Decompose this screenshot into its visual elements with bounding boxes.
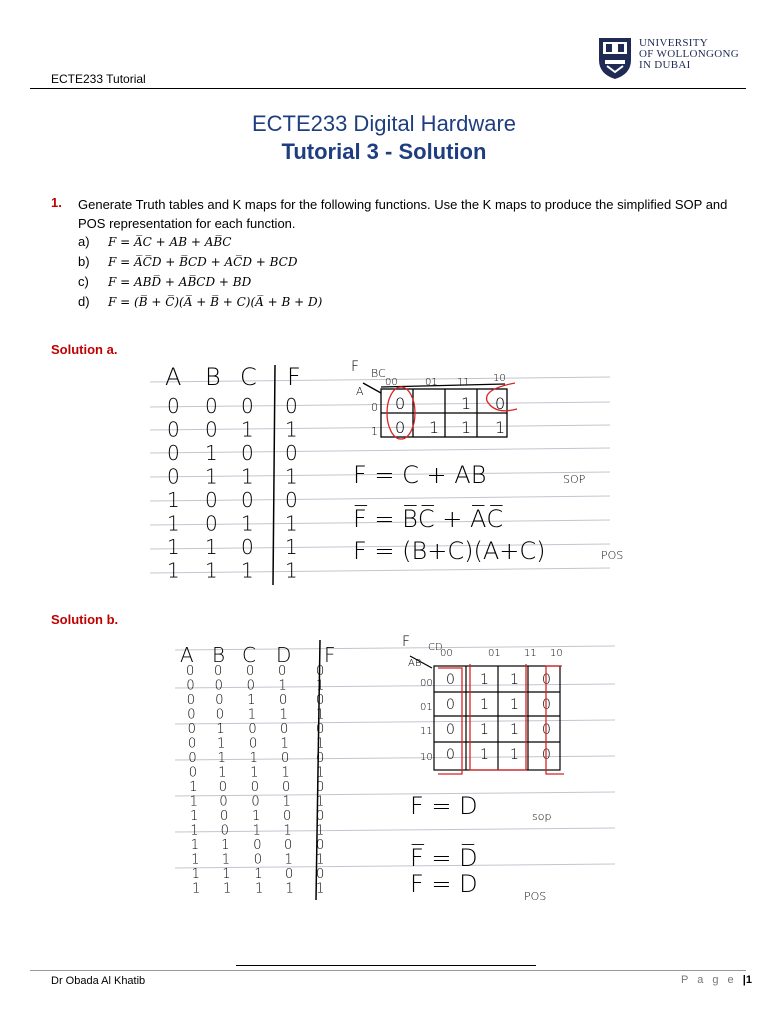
logo-wordmark <box>639 38 739 71</box>
item-label: d) <box>78 294 90 309</box>
tt-cell: 1 <box>190 823 199 839</box>
svg-text:0: 0 <box>446 722 455 738</box>
tt-cell: 0 <box>279 693 288 708</box>
kmap-row-var: AB <box>408 658 422 669</box>
kmap-row: 0 <box>371 401 378 414</box>
tt-cell: 0 <box>282 780 291 795</box>
tt-cell: 0 <box>241 535 254 559</box>
logo-line: OF WOLLONGONG <box>639 48 739 60</box>
tt-cell: 1 <box>241 464 254 489</box>
svg-text:0: 0 <box>395 418 406 437</box>
kmap-col: 10 <box>550 648 563 659</box>
tt-cell: 1 <box>279 707 288 723</box>
tt-cell: 1 <box>189 794 198 810</box>
item-equation: F = A̅C̅D + B̅CD + AC̅D + BCD <box>108 255 298 269</box>
tt-cell: 0 <box>278 664 287 679</box>
tt-cell: 1 <box>247 693 256 708</box>
tt-cell: 1 <box>316 707 325 723</box>
svg-text:1: 1 <box>429 418 440 437</box>
logo-line: IN DUBAI <box>639 59 691 71</box>
kmap-row: 10 <box>420 752 433 763</box>
tt-cell: 0 <box>215 693 224 708</box>
tt-cell: 0 <box>316 838 325 853</box>
pos-equation: F = D <box>410 870 478 898</box>
question-item <box>78 234 231 249</box>
svg-text:1: 1 <box>480 722 489 738</box>
tt-cell: 1 <box>284 852 293 868</box>
fbar-equation: F̅ = B̅C̅ + A̅C̅ <box>353 505 504 533</box>
sop-equation: F = D <box>410 792 478 820</box>
tt-cell: 0 <box>280 722 289 737</box>
tt-cell: 1 <box>217 736 226 752</box>
page-title: ECTE233 Digital Hardware <box>251 111 517 136</box>
tt-cell: 1 <box>221 838 230 853</box>
page-label: P a g e <box>681 974 737 986</box>
tt-cell: 1 <box>167 535 180 559</box>
svg-text:1: 1 <box>510 747 519 763</box>
solution-a-handwritten <box>145 355 624 590</box>
tt-header: F <box>324 643 336 667</box>
kmap-col: 11 <box>457 377 470 388</box>
tt-header: A <box>165 363 182 391</box>
svg-text:1: 1 <box>510 697 519 713</box>
header-divider <box>30 88 746 89</box>
tt-cell: 0 <box>214 678 223 694</box>
tt-cell: 0 <box>188 765 198 781</box>
tt-cell: 1 <box>285 511 298 536</box>
tt-cell: 0 <box>241 441 254 465</box>
item-label: c) <box>78 274 89 289</box>
kmap-col: 00 <box>440 648 453 659</box>
svg-text:0: 0 <box>542 672 551 688</box>
crest-icon <box>597 36 633 80</box>
tt-cell: 1 <box>192 881 201 897</box>
kmap-row: 11 <box>420 726 433 737</box>
page-number: 1 <box>745 974 752 986</box>
solution-a-label: Solution a. <box>51 342 118 357</box>
tt-cell: 0 <box>205 394 218 418</box>
kmap-col-var: CD <box>428 642 443 653</box>
tt-cell: 1 <box>205 464 218 489</box>
logo-line: UNIVERSITY <box>639 37 708 49</box>
svg-text:1: 1 <box>480 672 489 688</box>
tt-cell: 1 <box>241 417 254 442</box>
tt-cell: 1 <box>250 765 259 781</box>
tt-cell: 1 <box>217 751 226 766</box>
tt-cell: 0 <box>220 823 229 839</box>
tt-cell: 0 <box>186 664 195 679</box>
pos-tag: POS <box>524 890 547 903</box>
tt-cell: 1 <box>205 441 218 465</box>
tt-cell: 1 <box>205 558 218 583</box>
tt-header: B <box>205 363 221 391</box>
tt-cell: 1 <box>205 535 218 559</box>
question-item <box>78 254 297 269</box>
tt-cell: 1 <box>218 765 227 781</box>
pos-equation: F = (B+C)(A+C) <box>353 537 546 565</box>
tt-cell: 0 <box>285 867 294 882</box>
tt-cell: 1 <box>252 823 261 839</box>
tt-cell: 1 <box>282 794 291 810</box>
tt-cell: 0 <box>285 394 298 418</box>
solution-b-handwritten <box>170 628 620 906</box>
tt-cell: 1 <box>316 823 325 839</box>
tt-cell: 0 <box>215 707 225 723</box>
tt-cell: 1 <box>252 809 261 824</box>
tt-cell: 0 <box>167 417 180 442</box>
tt-cell: 1 <box>223 881 232 897</box>
pos-tag: POS <box>601 549 624 562</box>
tt-header: D <box>276 643 292 667</box>
tt-header: B <box>212 643 226 667</box>
tt-cell: 0 <box>283 809 292 824</box>
page-separator: | <box>742 974 746 986</box>
tt-cell: 0 <box>241 394 254 418</box>
tt-cell: 0 <box>188 751 197 766</box>
tt-cell: 1 <box>191 867 200 882</box>
tt-cell: 1 <box>167 488 180 512</box>
tt-cell: 1 <box>281 765 290 781</box>
svg-text:1: 1 <box>510 722 519 738</box>
tt-cell: 0 <box>246 664 255 679</box>
tt-cell: 0 <box>167 464 180 489</box>
tt-cell: 0 <box>220 809 229 824</box>
kmap-col-var: BC <box>371 367 386 380</box>
tt-cell: 1 <box>316 678 325 694</box>
question-text: Generate Truth tables and K maps for the following functions. Use the K maps to produce the simplified SOP and POS representation for each function. <box>78 197 728 231</box>
svg-text:0: 0 <box>542 722 551 738</box>
svg-text:1: 1 <box>495 418 506 437</box>
sop-tag: sop <box>532 810 552 823</box>
svg-text:0: 0 <box>446 747 455 763</box>
tt-cell: 1 <box>190 838 200 853</box>
tt-cell: 0 <box>186 693 196 708</box>
tt-cell: 0 <box>167 394 180 418</box>
kmap-row: 01 <box>420 702 433 713</box>
svg-text:0: 0 <box>542 697 551 713</box>
tt-cell: 0 <box>316 751 325 766</box>
kmap-f-label: F <box>351 359 360 375</box>
tt-cell: 0 <box>316 780 325 795</box>
tt-cell: 1 <box>241 511 254 536</box>
tt-cell: 1 <box>285 417 298 442</box>
tt-cell: 0 <box>187 722 196 737</box>
tt-cell: 0 <box>316 809 325 824</box>
tt-cell: 1 <box>221 852 231 868</box>
tt-cell: 1 <box>316 852 325 868</box>
tt-cell: 1 <box>167 511 180 536</box>
tt-cell: 1 <box>316 765 325 781</box>
truth-table-b <box>186 664 324 897</box>
header-course-tag: ECTE233 Tutorial <box>51 72 146 86</box>
question-item <box>78 274 251 289</box>
tt-cell: 1 <box>285 535 298 559</box>
tt-cell: 0 <box>316 693 325 708</box>
solution-b-label: Solution b. <box>51 612 119 627</box>
tt-cell: 1 <box>222 867 231 882</box>
svg-text:0: 0 <box>395 394 406 413</box>
footer-author: Dr Obada Al Khatib <box>51 975 146 987</box>
tt-cell: 1 <box>285 464 298 489</box>
sop-equation: F = C + AB <box>353 461 487 489</box>
tt-cell: 1 <box>278 678 287 694</box>
tt-cell: 0 <box>219 794 228 810</box>
tt-cell: 0 <box>281 751 290 766</box>
svg-text:0: 0 <box>446 697 455 713</box>
tt-cell: 0 <box>284 838 293 853</box>
tt-header: C <box>240 363 257 391</box>
kmap-f-label: F <box>402 634 411 650</box>
tt-cell: 0 <box>214 664 223 679</box>
tt-cell: 0 <box>205 488 218 512</box>
tt-cell: 1 <box>316 736 325 752</box>
tt-header: C <box>242 643 256 667</box>
tt-cell: 1 <box>190 809 199 824</box>
tt-cell: 1 <box>283 823 292 839</box>
svg-text:1: 1 <box>461 418 472 437</box>
tt-cell: 1 <box>216 722 225 737</box>
svg-text:1: 1 <box>461 394 472 413</box>
item-label: b) <box>78 254 90 269</box>
tt-cell: 0 <box>285 441 298 465</box>
tt-cell: 1 <box>249 751 258 766</box>
tt-cell: 0 <box>251 794 260 810</box>
tt-cell: 1 <box>254 867 263 882</box>
kmap-col: 11 <box>524 648 537 659</box>
tt-cell: 0 <box>186 678 195 694</box>
question-item <box>78 294 322 309</box>
item-equation: F = ABD̅ + AB̅CD + BD <box>108 275 252 289</box>
tt-cell: 1 <box>285 881 294 897</box>
svg-text:0: 0 <box>542 747 551 763</box>
svg-text:1: 1 <box>510 672 519 688</box>
svg-text:0: 0 <box>446 672 455 688</box>
item-equation: F = A̅C + AB + AB̅C <box>108 235 232 249</box>
tt-cell: 1 <box>285 558 298 583</box>
tt-cell: 0 <box>187 707 196 723</box>
tt-cell: 0 <box>316 867 325 882</box>
kmap-col: 00 <box>385 377 398 388</box>
tt-cell: 1 <box>255 881 264 897</box>
tt-cell: 0 <box>205 417 218 442</box>
tt-header: F <box>287 363 301 391</box>
svg-text:1: 1 <box>480 747 489 763</box>
footer-rule <box>236 965 536 966</box>
tt-cell: 1 <box>280 736 289 752</box>
tt-cell: 0 <box>316 664 325 679</box>
item-label: a) <box>78 234 90 249</box>
tt-cell: 1 <box>316 881 325 897</box>
kmap-col: 01 <box>425 377 438 388</box>
svg-text:1: 1 <box>480 697 489 713</box>
tt-header: A <box>180 643 194 667</box>
svg-text:0: 0 <box>495 394 506 413</box>
tt-cell: 0 <box>285 488 298 512</box>
tt-cell: 0 <box>188 736 197 752</box>
item-equation: F = (B̅ + C̅)(A̅ + B̅ + C)(A̅ + B + D) <box>108 295 323 309</box>
tt-cell: 0 <box>218 780 228 795</box>
truth-table-a <box>167 394 298 583</box>
fbar-equation: F̅ = D̅ <box>410 844 478 872</box>
tt-cell: 0 <box>248 722 257 737</box>
sop-tag: SOP <box>563 473 586 486</box>
question-number: 1. <box>51 195 62 210</box>
tt-cell: 1 <box>167 558 180 583</box>
tt-cell: 0 <box>316 722 325 737</box>
kmap-col: 01 <box>488 648 501 659</box>
kmap-col: 10 <box>493 373 506 384</box>
tt-cell: 1 <box>316 794 325 810</box>
kmap-row: 1 <box>371 425 378 438</box>
university-logo <box>597 36 757 82</box>
tt-cell: 1 <box>241 558 254 583</box>
tt-cell: 0 <box>205 511 218 536</box>
tt-cell: 0 <box>253 838 262 853</box>
tt-cell: 0 <box>246 678 255 694</box>
tt-cell: 1 <box>191 852 200 868</box>
tt-cell: 0 <box>249 736 258 752</box>
page-subtitle: Tutorial 3 - Solution <box>281 139 487 164</box>
tt-cell: 0 <box>253 852 263 868</box>
tt-cell: 0 <box>241 488 254 512</box>
kmap-row-var: A <box>356 385 364 398</box>
tt-cell: 0 <box>167 441 180 465</box>
footer-page <box>681 974 752 986</box>
kmap-row: 00 <box>420 678 433 689</box>
tt-cell: 0 <box>250 780 260 795</box>
tt-cell: 1 <box>189 780 198 795</box>
footer-divider <box>30 970 746 971</box>
tt-cell: 1 <box>247 707 257 723</box>
